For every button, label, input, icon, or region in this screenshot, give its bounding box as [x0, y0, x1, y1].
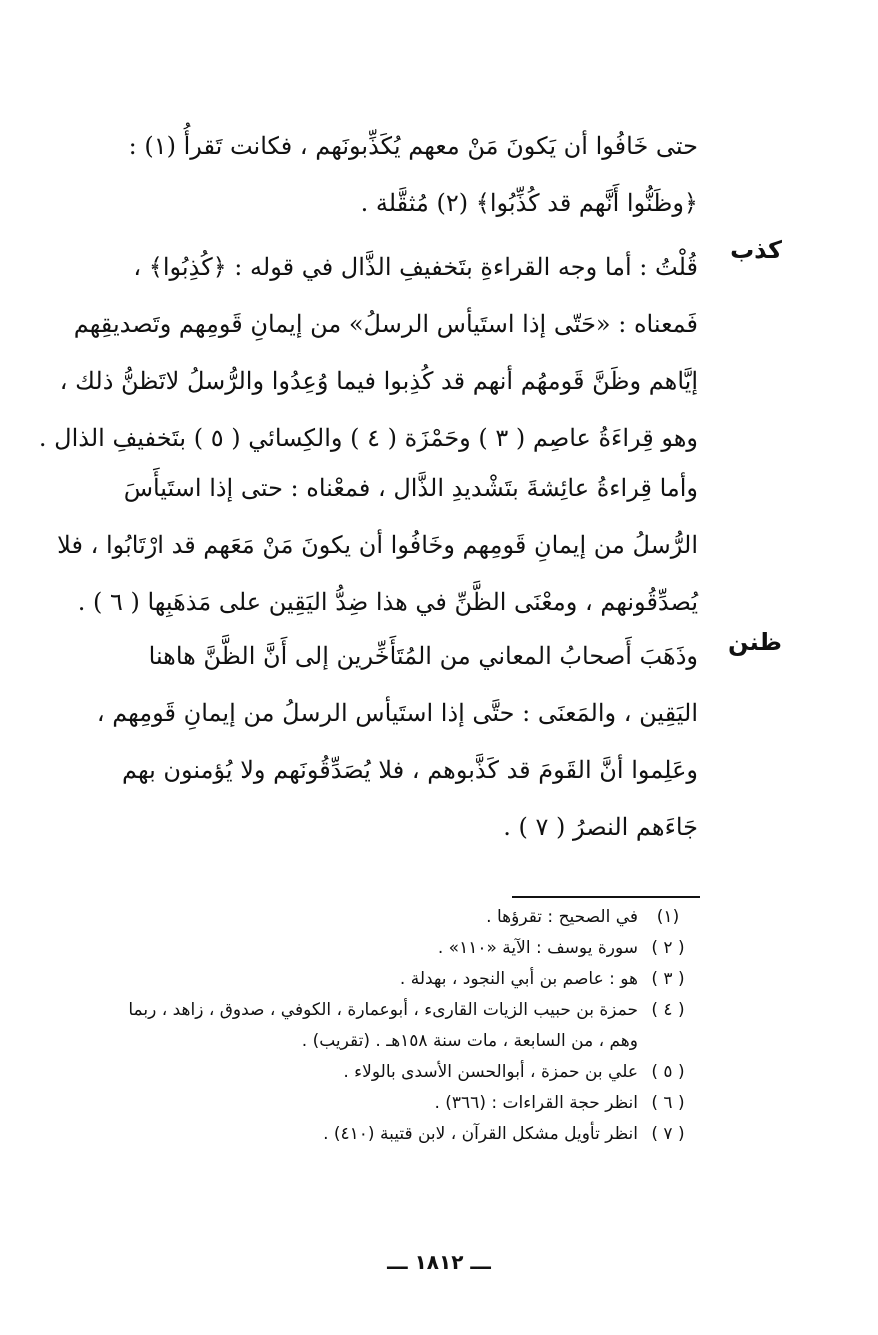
footnotes — [20, 902, 698, 1150]
footnote-4 — [20, 995, 698, 1057]
footnote-number: ( ٤ ) — [651, 1000, 685, 1020]
paragraph-line: جَاءَهم النصرُ ( ٧ ) . — [503, 813, 698, 841]
footnote-text: انظر تأويل مشكل القرآن ، لابن قتيبة (٤١٠) . — [323, 1124, 638, 1144]
footnote-number: ( ٣ ) — [651, 969, 685, 989]
margin-root-word-znn: ظنن — [728, 628, 782, 656]
footnote-3 — [20, 964, 698, 995]
footnote-text: انظر حجة القراءات : (٣٦٦) . — [434, 1093, 638, 1113]
paragraph-line: اليَقِين ، والمَعنَى : حتَّى إذا استَيأس الرسلُ من إيمانِ قَومِهم ، — [96, 699, 698, 727]
footnote-separator — [512, 896, 700, 898]
footnote-7 — [20, 1119, 698, 1150]
footnote-number: (١) — [656, 907, 680, 927]
footnote-2 — [20, 933, 698, 964]
paragraph-line: وذَهَبَ أَصحابُ المعاني من المُتَأَخِّرين إلى أَنَّ الظَّنَّ هاهنا — [148, 642, 698, 670]
page-number: ـــ ١٨١٢ ـــ — [387, 1250, 491, 1274]
footnote-1 — [20, 902, 698, 933]
paragraph-line: فَمعناه : «حَتّى إذا استَيأس الرسلُ» من إيمانِ قَومِهم وتَصديقِهم — [73, 310, 698, 338]
paragraph-line: وهو قِراءَةُ عاصِم ( ٣ ) وحَمْزَة ( ٤ ) والكِسائي ( ٥ ) بتَخفيفِ الذال . — [38, 424, 698, 452]
paragraph-line: يُصدِّقُونهم ، ومعْنَى الظَّنِّ في هذا ضِدُّ اليَقِين على مَذهَبِها ( ٦ ) . — [77, 588, 698, 616]
footnote-text: وهم ، من السابعة ، مات سنة ١٥٨هـ . (تقريب) . — [301, 1031, 638, 1051]
paragraph-line: ﴿وظَنُّوا أَنَّهم قد كُذِّبُوا﴾ (٢) مُثقَّلة . — [360, 189, 698, 217]
footnote-6 — [20, 1088, 698, 1119]
paragraph-1 — [22, 118, 698, 232]
paragraph-line: إيَّاهم وظَنَّ قَومهُم أنهم قد كُذِبوا فيما وُعِدُوا والرُّسلُ لاتَظنُّ ذلك ، — [59, 367, 698, 395]
paragraph-line: قُلْتُ : أما وجه القراءةِ بتَخفيفِ الذَّال في قوله : ﴿كُذِبُوا﴾ ، — [133, 253, 698, 281]
paragraph-2 — [22, 239, 698, 467]
margin-root-word-kdhb: كذب — [730, 236, 782, 264]
paragraph-line: الرُّسلُ من إيمانِ قَومِهم وخَافُوا أن يكونَ مَنْ مَعَهم قد ارْتَابُوا ، فلا — [57, 531, 698, 559]
paragraph-line: وعَلِموا أنَّ القَومَ قد كَذَّبوهم ، فلا يُصَدِّقُونَهم ولا يُؤمنون بهم — [122, 756, 698, 784]
footnote-5 — [20, 1057, 698, 1088]
footnote-number: ( ٥ ) — [651, 1062, 685, 1082]
paragraph-line: حتى خَافُوا أن يَكونَ مَنْ معهم يُكَذِّبونَهم ، فكانت تَقرأُ (١) : — [128, 132, 698, 160]
footnote-number: ( ٧ ) — [651, 1124, 685, 1144]
footnote-text: سورة يوسف : الآية «١١٠» . — [437, 938, 638, 958]
paragraph-4 — [22, 628, 698, 856]
footnote-text: حمزة بن حبيب الزيات القارىء ، أبوعمارة ، الكوفي ، صدوق ، زاهد ، ربما — [128, 1000, 638, 1020]
footnote-number: ( ٦ ) — [651, 1093, 685, 1113]
footnote-text: علي بن حمزة ، أبوالحسن الأسدى بالولاء . — [343, 1062, 638, 1082]
footnote-text: في الصحيح : تقرؤها . — [486, 907, 638, 927]
footnote-number: ( ٢ ) — [651, 938, 685, 958]
footnote-text: هو : عاصم بن أبي النجود ، بهدلة . — [399, 969, 638, 989]
paragraph-3 — [22, 460, 698, 631]
paragraph-line: وأما قِراءةُ عائِشةَ بتَشْديدِ الذَّال ، فمعْناه : حتى إذا استَيأَسَ — [123, 474, 698, 502]
